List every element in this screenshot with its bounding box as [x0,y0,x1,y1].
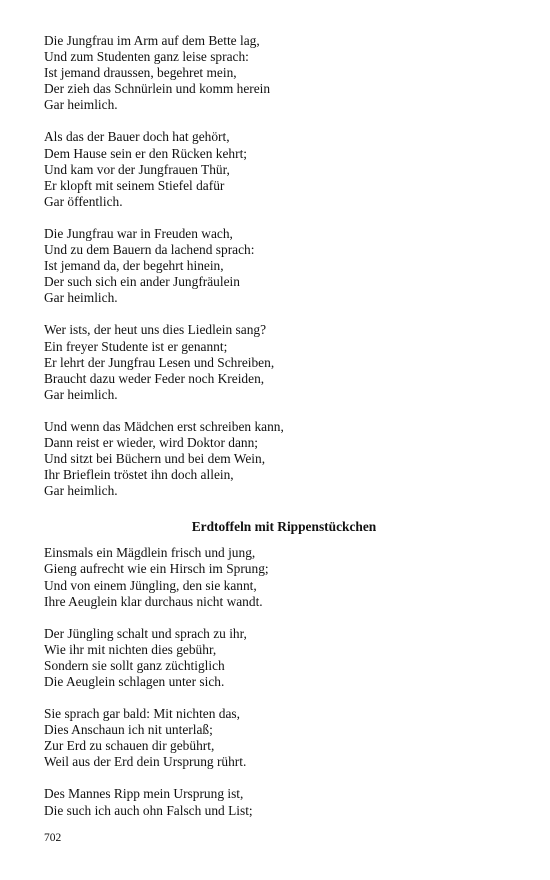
verse-line: Als das der Bauer doch hat gehört, [44,129,230,145]
verse-line: Ihr Brieflein tröstet ihn doch allein, [44,467,234,483]
verse-line: Sondern sie sollt ganz züchtiglich [44,657,225,673]
verse-line: Und kam vor der Jungfrauen Thür, [44,161,230,177]
verse-line: Wer ists, der heut uns dies Liedlein sang? [44,322,267,338]
verse-line: Gar heimlich. [44,290,118,306]
stanza [44,626,514,690]
page-number: 702 [44,832,62,844]
verse-line: Gar heimlich. [44,386,118,402]
verse-line: Ist jemand draussen, begehret mein, [44,65,237,81]
stanza [44,419,514,499]
verse-line: Ein freyer Studente ist er genannt; [44,338,228,354]
verse-line: Die Aeuglein schlagen unter sich. [44,674,225,689]
stanza [44,226,514,306]
verse-line: Zur Erd zu schauen dir gebührt, [44,738,215,754]
verse-line: Die Jungfrau war in Freuden wach, [44,225,233,241]
stanza [44,322,514,402]
poem-part-1 [44,33,514,499]
stanza [44,786,514,818]
verse-line: Und wenn das Mädchen erst schreiben kann, [44,418,284,434]
stanza [44,545,514,609]
verse-line: Dies Anschaun ich nit unterlaß; [44,722,213,738]
verse-line: Gieng aufrecht wie ein Hirsch im Sprung; [44,561,269,577]
verse-line: Gar heimlich. [44,97,118,113]
poem-part-2 [44,545,514,818]
verse-line: Braucht dazu weder Feder noch Kreiden, [44,370,265,386]
verse-line: Gar heimlich. [44,483,118,499]
verse-line: Des Mannes Ripp mein Ursprung ist, [44,786,244,802]
verse-line: Der Jüngling schalt und sprach zu ihr, [44,625,247,641]
verse-line: Wie ihr mit nichten dies gebühr, [44,641,217,657]
verse-line: Weil aus der Erd dein Ursprung rührt. [44,754,247,770]
stanza [44,706,514,770]
verse-line: Der zieh das Schnürlein und komm herein [44,81,271,97]
stanza [44,129,514,209]
stanza [44,33,514,113]
verse-line: Dem Hause sein er den Rücken kehrt; [44,145,248,161]
verse-line: Dann reist er wieder, wird Doktor dann; [44,434,259,450]
verse-line: Ist jemand da, der begehrt hinein, [44,258,224,274]
verse-line: Sie sprach gar bald: Mit nichten das, [44,706,240,722]
verse-line: Die Jungfrau im Arm auf dem Bette lag, [44,33,260,48]
verse-line: Und zum Studenten ganz leise sprach: [44,49,249,65]
verse-line: Ihre Aeuglein klar durchaus nicht wandt. [44,593,263,609]
verse-line: Gar öffentlich. [44,193,123,209]
verse-line: Einsmals ein Mägdlein frisch und jung, [44,545,256,561]
verse-line: Und von einem Jüngling, den sie kannt, [44,577,257,593]
verse-line: Der such sich ein ander Jungfräulein [44,274,240,290]
verse-line: Und zu dem Bauern da lachend sprach: [44,242,255,258]
verse-line: Er lehrt der Jungfrau Lesen und Schreiben, [44,354,275,370]
verse-line: Die such ich auch ohn Falsch und List; [44,802,253,818]
verse-line: Er klopft mit seinem Stiefel dafür [44,177,225,193]
page-body [44,33,514,835]
poem-heading: Erdtoffeln mit Rippenstückchen [191,519,377,535]
verse-line: Und sitzt bei Büchern und bei dem Wein, [44,451,266,467]
